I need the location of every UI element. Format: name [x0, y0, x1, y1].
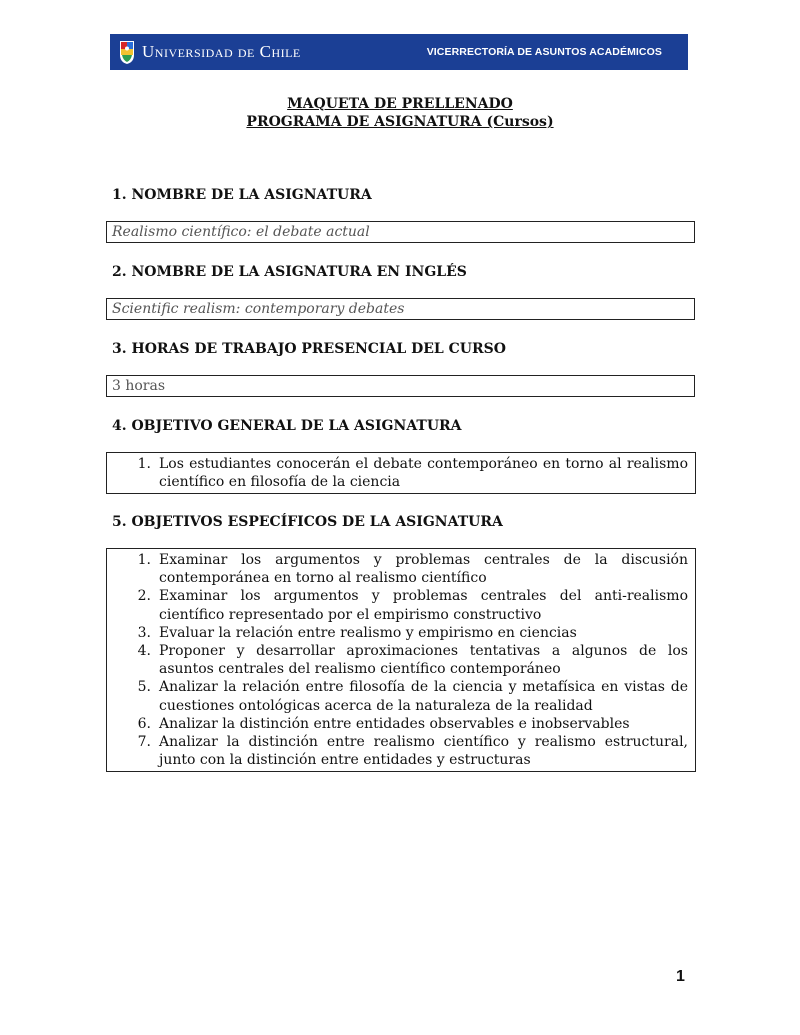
list-item-text: Examinar los argumentos y problemas centrales del anti-realismo científico representado por el empirismo constructivo [159, 588, 688, 623]
course-name-field: Realismo científico: el debate actual [106, 221, 695, 243]
list-item-number: 1. [137, 552, 151, 568]
header-banner [110, 34, 688, 70]
list-item [107, 551, 688, 587]
list-item-number: 1. [137, 456, 151, 472]
general-objective-box [106, 452, 696, 494]
list-item-text: Proponer y desarrollar aproximaciones tentativas a algunos de los asuntos centrales del realismo científico contemporáneo [159, 643, 688, 678]
page-number: 1 [676, 968, 685, 985]
section-heading-5: 5. OBJETIVOS ESPECÍFICOS DE LA ASIGNATURA [112, 514, 503, 530]
office-name: VICERRECTORÍA DE ASUNTOS ACADÉMICOS [426, 46, 662, 58]
list-item-text: Examinar los argumentos y problemas centrales de la discusión contemporánea en torno al realismo científico [159, 552, 688, 587]
list-item-number: 4. [137, 643, 151, 660]
list-item-text: Evaluar la relación entre realismo y empirismo en ciencias [159, 624, 577, 641]
list-item-number: 2. [137, 588, 151, 605]
section-heading-1: 1. NOMBRE DE LA ASIGNATURA [112, 187, 372, 203]
list-item [107, 678, 688, 714]
general-objective-list [107, 455, 688, 491]
section-heading-3: 3. HORAS DE TRABAJO PRESENCIAL DEL CURSO [112, 341, 506, 357]
list-item-text: Analizar la distinción entre entidades observables e inobservables [159, 715, 630, 732]
document-subtitle: PROGRAMA DE ASIGNATURA (Cursos) [246, 114, 554, 130]
university-crest-icon [118, 39, 136, 65]
list-item [107, 587, 688, 623]
list-item-number: 3. [137, 624, 151, 641]
list-item-number: 5. [137, 679, 151, 696]
section-heading-4: 4. OBJETIVO GENERAL DE LA ASIGNATURA [112, 418, 462, 434]
list-item-number: 7. [137, 734, 151, 751]
list-item-number: 6. [137, 715, 151, 732]
list-item-text: Analizar la relación entre filosofía de la ciencia y metafísica en vistas de cuestiones ontológicas acerca de la naturaleza de la realidad [159, 679, 688, 714]
list-item-text: Analizar la distinción entre realismo científico y realismo estructural, junto con la distinción entre entidades y estructuras [159, 734, 688, 769]
list-item [107, 715, 688, 733]
list-item [107, 455, 688, 491]
specific-objectives-box [106, 548, 696, 772]
university-name: Universidad de Chile [142, 42, 301, 61]
section-heading-2: 2. NOMBRE DE LA ASIGNATURA EN INGLÉS [112, 264, 467, 280]
list-item [107, 642, 688, 678]
specific-objectives-list [107, 551, 688, 769]
document-title: MAQUETA DE PRELLENADO [287, 96, 513, 112]
course-hours-field: 3 horas [106, 375, 695, 397]
list-item [107, 624, 688, 642]
list-item [107, 733, 688, 769]
list-item-text: Los estudiantes conocerán el debate contemporáneo en torno al realismo científico en filosofía de la ciencia [159, 456, 688, 491]
course-name-english-field: Scientific realism: contemporary debates [106, 298, 695, 320]
